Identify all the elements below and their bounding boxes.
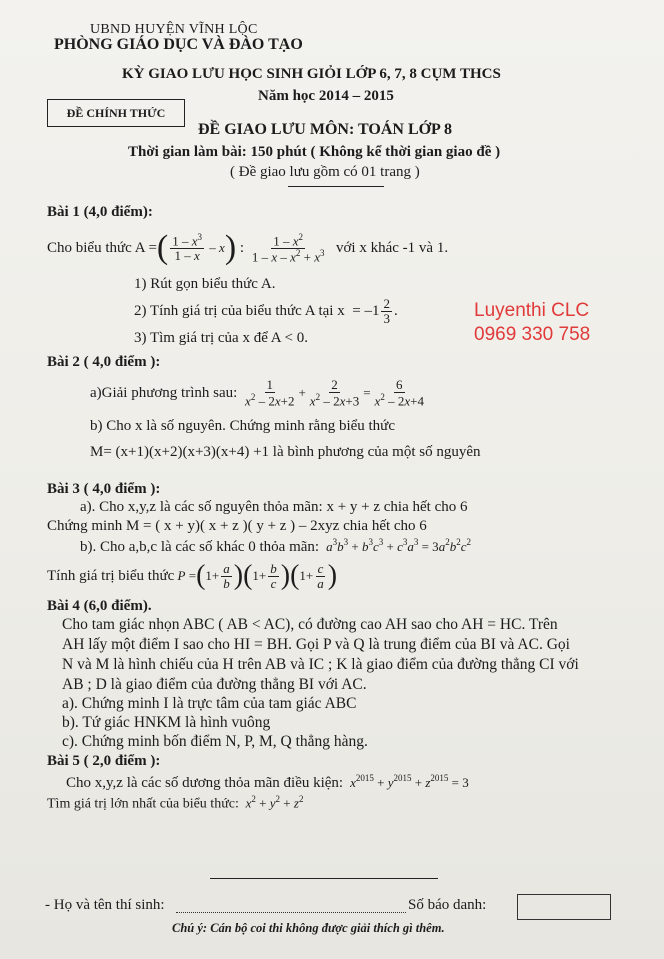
problem-4-qa: a). Chứng minh I là trực tâm của tam giác ABC [62, 695, 357, 712]
fraction-1: $\frac{1 - x^3}{1 - x}$ [172, 232, 203, 264]
q5-text: Cho x,y,z là các số dương thỏa mãn điều kiện: [66, 775, 344, 791]
problem-4-line1: Cho tam giác nhọn ABC ( AB < AC), có đường cao AH sao cho AH = HC. Trên [62, 616, 558, 633]
problem-2-title: Bài 2 ( 4,0 điểm ): [47, 354, 161, 370]
problem-2-qb: b) Cho x là số nguyên. Chứng minh rằng biểu thức [90, 418, 395, 434]
problem-5-line1: Cho x,y,z là các số dương thỏa mãn điều kiện: $x^{2015} + y^{2015} + z^{2015} = 3$ [66, 773, 469, 791]
watermark-name: Luyenthi CLC [474, 300, 590, 321]
expr-condition: với x khác -1 và 1. [336, 239, 449, 256]
problem-2-expression: M= (x+1)(x+2)(x+3)(x+4) +1 là bình phương của một số nguyên [90, 444, 481, 460]
problem-1-q1: 1) Rút gọn biểu thức A. [134, 276, 276, 292]
problem-5-title: Bài 5 ( 2,0 điểm ): [47, 753, 161, 769]
candidate-name-label: - Họ và tên thí sinh: [45, 897, 165, 913]
district-name: UBND HUYỆN VĨNH LỘC [90, 22, 258, 37]
eq-fraction-3: $\frac{6}{x^2 - 2x+4}$ [374, 377, 424, 409]
problem-3-title: Bài 3 ( 4,0 điểm ): [47, 481, 161, 497]
q5-text-2: Tìm giá trị lớn nhất của biểu thức: [47, 796, 239, 812]
contest-title: KỲ GIAO LƯU HỌC SINH GIỎI LỚP 6, 7, 8 CỤM THCS [122, 66, 501, 82]
problem-3-qb: b). Cho a,b,c là các số khác 0 thỏa mãn: $a^3b^3 + b^3c^3 + c^3a^3 = 3a^2b^2c^2$ [80, 537, 471, 555]
watermark-phone: 0969 330 758 [474, 324, 591, 345]
problem-1-q2: 2) Tính giá trị của biểu thức A tại x = –1 $\frac{2}{3}$ . [134, 295, 398, 326]
candidate-id-label: Số báo danh: [408, 897, 487, 913]
candidate-id-box [517, 894, 611, 920]
paren-right: ) [224, 229, 237, 266]
problem-3-qb2: Tính giá trị biểu thức P = ( 1+ $\frac{a}{b}$ ) ( 1+ $\frac{b}{c}$ ) ( 1+ $\frac{c}{a}$ ) [47, 560, 338, 591]
mixed-fraction: $\frac{2}{3}$ [383, 295, 390, 326]
q3b-text: b). Cho a,b,c là các số khác 0 thỏa mãn: [80, 539, 320, 555]
q2-text: 2) Tính giá trị của biểu thức A tại x [134, 302, 345, 319]
school-year: Năm học 2014 – 2015 [258, 88, 394, 104]
problem-4-qb: b). Tứ giác HNKM là hình vuông [62, 714, 271, 731]
exam-time: Thời gian làm bài: 150 phút ( Không kể thời gian giao đề ) [128, 144, 501, 160]
problem-4-line3: N và M là hình chiếu của H trên AB và IC ; K là giao điểm của đường thẳng CI với [62, 656, 579, 673]
expr-intro: Cho biểu thức A = [47, 239, 157, 256]
problem-4-line2: AH lấy một điểm I sao cho HI = BH. Gọi P và Q là trung điểm của BI và AC. Gọi [62, 636, 570, 653]
footer-note: Chú ý: Cán bộ coi thi không được giải thích gì thêm. [172, 921, 445, 935]
problem-4-title: Bài 4 (6,0 điểm). [47, 598, 152, 614]
problem-1-q3: 3) Tìm giá trị của x để A < 0. [134, 330, 308, 346]
eq-fraction-1: $\frac{1}{x^2 - 2x+2}$ [245, 377, 295, 409]
footer-rule [210, 878, 438, 879]
problem-3-qa2: Chứng minh M = ( x + y)( x + z )( y + z ) – 2xyz chia hết cho 6 [47, 518, 427, 534]
q2a-text: a)Giải phương trình sau: [90, 384, 238, 401]
q3b2-text: Tính giá trị biểu thức [47, 567, 175, 584]
problem-4-line4: AB ; D là giao điểm của đường thẳng BI với AC. [62, 676, 367, 693]
problem-5-line2: Tìm giá trị lớn nhất của biểu thức: $x^2 + y^2 + z^2$ [47, 794, 304, 812]
problem-3-qa: a). Cho x,y,z là các số nguyên thỏa mãn: x + y + z chia hết cho 6 [80, 499, 468, 515]
official-badge: ĐỀ CHÍNH THỨC [47, 99, 185, 127]
problem-2-equation: a)Giải phương trình sau: $\frac{1}{x^2 - 2x+2}$ + $\frac{2}{x^2 - 2x+3}$ = $\frac{6}{x^2 - 2x+4}$ [90, 377, 424, 409]
problem-1-title: Bài 1 (4,0 điểm): [47, 204, 153, 220]
candidate-name-line [176, 912, 406, 913]
problem-4-qc: c). Chứng minh bốn điểm N, P, M, Q thẳng hàng. [62, 733, 368, 750]
eq-fraction-2: $\frac{2}{x^2 - 2x+3}$ [309, 377, 360, 409]
header-rule [288, 186, 384, 187]
page-count: ( Đề giao lưu gồm có 01 trang ) [230, 164, 420, 180]
subject-title: ĐỀ GIAO LƯU MÔN: TOÁN LỚP 8 [198, 121, 452, 138]
paren-left: ( [156, 229, 169, 266]
problem-1-expression: Cho biểu thức A = ( $\frac{1 - x^3}{1 - x}$ – x ) : $\frac{1 - x^2}{1 - x - x^2 + x^3}$ với x khác -1 và 1. [47, 229, 449, 266]
department-name: PHÒNG GIÁO DỤC VÀ ĐÀO TẠO [54, 36, 303, 53]
fraction-2: $\frac{1 - x^2}{1 - x - x^2 + x^3}$ [251, 231, 325, 264]
